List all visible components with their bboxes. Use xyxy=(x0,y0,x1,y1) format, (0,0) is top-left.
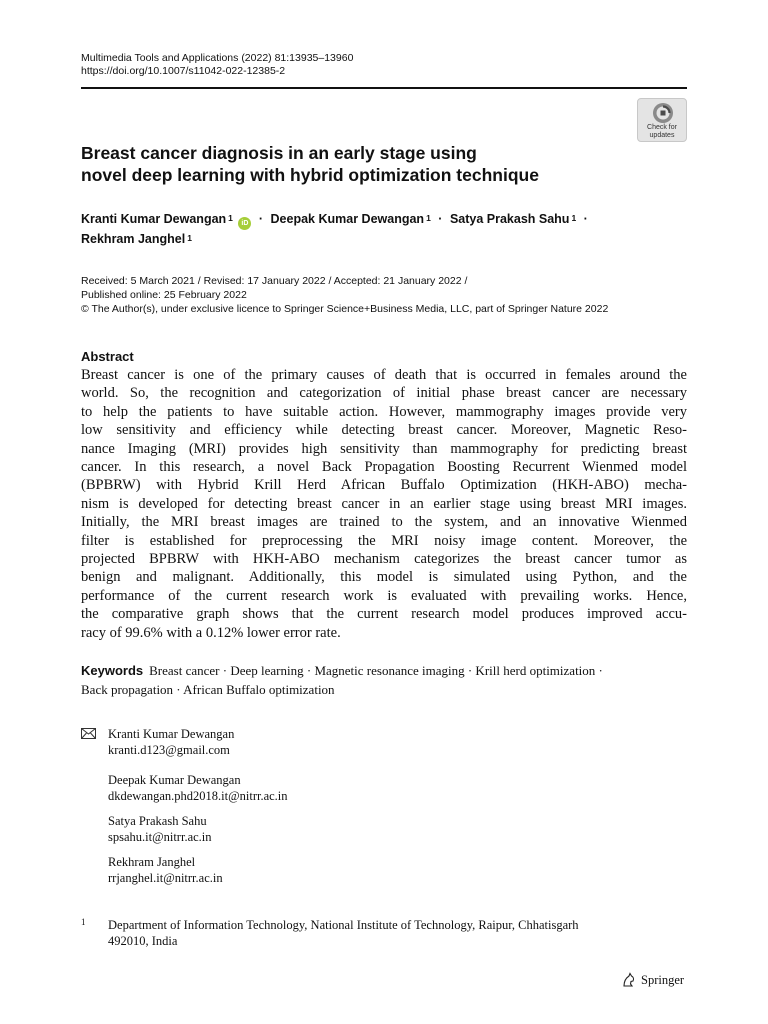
journal-header xyxy=(81,52,353,78)
abstract-heading: Abstract xyxy=(81,349,134,364)
springer-horse-icon xyxy=(621,972,637,988)
title-line-2: novel deep learning with hybrid optimization technique xyxy=(81,165,539,185)
abstract-line: cancer. In this research, a novel Back Propagation Boosting Recurrent Wienmed model xyxy=(81,459,687,476)
author-name[interactable]: Deepak Kumar Dewangan xyxy=(270,212,425,226)
author-affiliation-mark: 1 xyxy=(571,213,577,223)
affiliation-line-2: 492010, India xyxy=(108,934,178,948)
abstract-line: Initially, the MRI breast images are trained to the system, and an innovative Wienmed xyxy=(81,514,687,531)
published-online: Published online: 25 February 2022 xyxy=(81,289,247,301)
affiliation-number: 1 xyxy=(81,917,86,927)
abstract-text xyxy=(81,366,687,642)
received-revised-accepted: Received: 5 March 2021 / Revised: 17 January 2022 / Accepted: 21 January 2022 / xyxy=(81,275,468,287)
contact-entry xyxy=(108,772,288,804)
contact-entry xyxy=(108,726,234,758)
contact-entry xyxy=(108,854,223,886)
contact-email[interactable]: spsahu.it@nitrr.ac.in xyxy=(108,830,212,844)
contact-name: Satya Prakash Sahu xyxy=(108,814,207,828)
doi-link[interactable]: https://doi.org/10.1007/s11042-022-12385-2 xyxy=(81,65,286,77)
author-affiliation-mark: 1 xyxy=(187,233,192,243)
update-check-icon xyxy=(651,102,675,124)
publisher-name: Springer xyxy=(641,973,685,987)
affiliation-line-1: Department of Information Technology, National Institute of Technology, Raipur, Chhatisgarh xyxy=(108,918,579,932)
keywords-list: Breast cancer · Deep learning · Magnetic resonance imaging · Krill herd optimization · xyxy=(149,663,603,678)
abstract-line: low sensitivity and efficiency while detecting breast cancer. Moreover, Magnetic Reso- xyxy=(81,422,687,439)
abstract-line: world. So, the recognition and categorization of initial phase breast cancer are necessary xyxy=(81,385,687,402)
author-name[interactable]: Rekhram Janghel xyxy=(81,232,186,246)
contact-email[interactable]: kranti.d123@gmail.com xyxy=(108,743,230,757)
abstract-line: projected BPBRW with HKH-ABO mechanism categorizes the breast cancer tumor as xyxy=(81,551,687,568)
contact-name: Deepak Kumar Dewangan xyxy=(108,773,241,787)
paper-title xyxy=(81,142,621,186)
keywords-line-2: Back propagation · African Buffalo optimization xyxy=(81,682,335,697)
keywords-label: Keywords xyxy=(81,663,144,678)
abstract-line: (BPBRW) with Hybrid Krill Herd African Buffalo Optimization (HKH-ABO) mecha- xyxy=(81,477,687,494)
abstract-line: racy of 99.6% with a 0.12% lower error rate. xyxy=(81,624,341,641)
author-name[interactable]: Satya Prakash Sahu xyxy=(449,212,570,226)
contact-entry xyxy=(108,813,212,845)
author-affiliation-mark: 1 xyxy=(228,213,233,223)
abstract-line: benign and malignant. Additionally, this model is simulated using Python, and the xyxy=(81,569,687,586)
author-separator: · xyxy=(583,212,588,226)
contact-email[interactable]: rrjanghel.it@nitrr.ac.in xyxy=(108,871,223,885)
orcid-icon[interactable]: iD xyxy=(238,217,251,230)
publisher-logo xyxy=(621,972,684,988)
abstract-line: filter is established for preprocessing the MRI noisy image content. Moreover, the xyxy=(81,532,687,549)
publication-history xyxy=(81,274,608,316)
affiliation-text xyxy=(108,917,688,949)
keywords-line-1 xyxy=(81,661,691,680)
abstract-line: performance of the current research work is evaluated with prevailing works. Hence, xyxy=(81,587,687,604)
author-name[interactable]: Kranti Kumar Dewangan xyxy=(81,212,227,226)
check-updates-label: Check for updates xyxy=(647,124,677,139)
author-separator: · xyxy=(258,212,264,226)
check-for-updates-badge[interactable] xyxy=(637,98,687,142)
contact-email[interactable]: dkdewangan.phd2018.it@nitrr.ac.in xyxy=(108,789,288,803)
keywords-section xyxy=(81,661,691,699)
title-line-1: Breast cancer diagnosis in an early stage using xyxy=(81,143,477,163)
copyright-notice: © The Author(s), under exclusive licence to Springer Science+Business Media, LLC, part of Springer Nature 2022 xyxy=(81,303,609,315)
journal-citation: Multimedia Tools and Applications (2022) 81:13935–13960 xyxy=(81,52,354,64)
envelope-icon xyxy=(81,728,96,739)
author-list xyxy=(81,210,691,249)
header-divider xyxy=(81,87,687,89)
contact-name: Rekhram Janghel xyxy=(108,855,196,869)
contact-name: Kranti Kumar Dewangan xyxy=(108,727,235,741)
author-separator: · xyxy=(438,212,443,226)
abstract-line: to help the patients to have suitable action. However, mammography images provide very xyxy=(81,403,687,420)
abstract-line: nism is developed for detecting breast cancer in an earlier stage using breast MRI images. xyxy=(81,495,687,512)
abstract-line: Breast cancer is one of the primary causes of death that is occurred in females around the xyxy=(81,367,687,383)
author-affiliation-mark: 1 xyxy=(426,213,431,223)
abstract-line: nance Imaging (MRI) provides high sensitivity than mammography for predicting breast xyxy=(81,440,687,457)
abstract-line: the comparative graph shows that the current research model produces improved accu- xyxy=(81,606,687,623)
